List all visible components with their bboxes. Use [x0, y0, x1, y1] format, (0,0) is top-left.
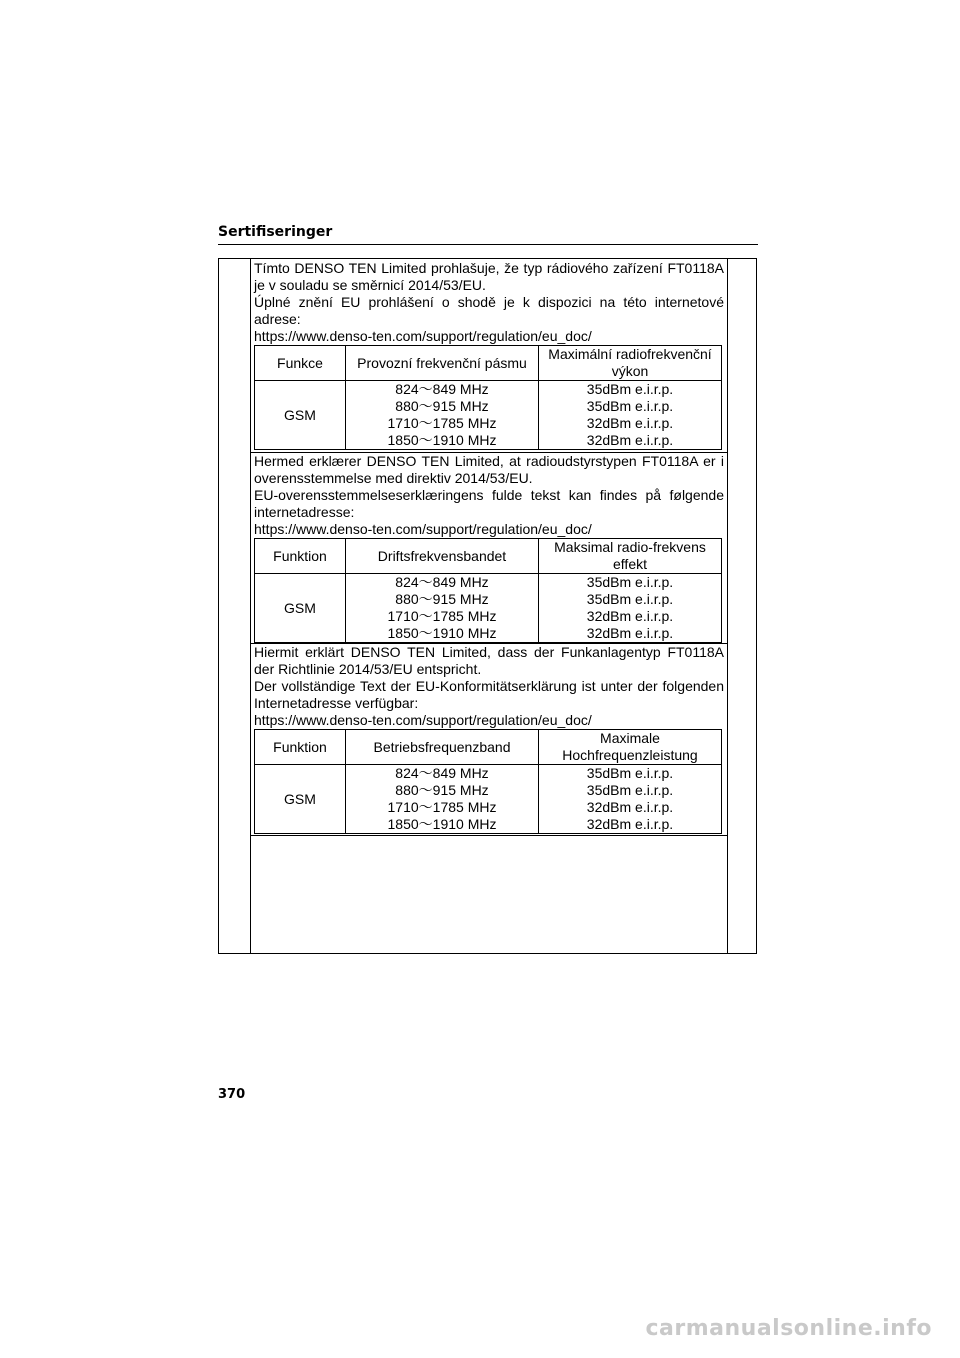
band-value: 1710〜1785 MHz: [387, 799, 497, 815]
table-header-cell: Maksimal radio-frekvens effekt: [539, 539, 722, 574]
band-cell: [346, 381, 539, 450]
table-row: [255, 765, 722, 834]
table-header-row: [255, 730, 722, 765]
declaration-url[interactable]: https://www.denso-ten.com/support/regulation/eu_doc/: [254, 521, 592, 537]
band-value: 824〜849 MHz: [395, 574, 489, 590]
function-cell: GSM: [255, 765, 346, 834]
band-value: 880〜915 MHz: [395, 591, 489, 607]
power-value: 32dBm e.i.r.p.: [586, 816, 674, 832]
declaration-url[interactable]: https://www.denso-ten.com/support/regulation/eu_doc/: [254, 328, 592, 344]
band-value: 824〜849 MHz: [395, 381, 489, 397]
band-value: 880〜915 MHz: [395, 398, 489, 414]
band-value: 1850〜1910 MHz: [387, 816, 497, 832]
watermark: carmanualsonline.info: [645, 1316, 932, 1341]
section-title: Sertifiseringer: [218, 224, 333, 240]
power-cell: [539, 765, 722, 834]
declaration-danish: [251, 452, 727, 643]
function-cell: GSM: [255, 381, 346, 450]
table-header-cell: Provozní frekvenční pásmu: [346, 346, 539, 381]
table-header-cell: Driftsfrekvensbandet: [346, 539, 539, 574]
power-value: 35dBm e.i.r.p.: [586, 765, 674, 781]
section-divider: [251, 835, 727, 836]
page-number: 370: [218, 1087, 246, 1102]
power-value: 35dBm e.i.r.p.: [586, 398, 674, 414]
declaration-german: [251, 643, 727, 834]
band-value: 1850〜1910 MHz: [387, 625, 497, 641]
declaration-line: EU-overensstemmelseserklæringens fulde tekst kan findes på følgende internetadresse:: [254, 487, 724, 520]
declaration-line: Hermed erklærer DENSO TEN Limited, at radioudstyrstypen FT0118A er i overensstemmelse med direktiv 2014/53/EU.: [254, 453, 724, 486]
band-cell: [346, 765, 539, 834]
band-value: 1710〜1785 MHz: [387, 608, 497, 624]
table-header-row: [255, 346, 722, 381]
power-value: 32dBm e.i.r.p.: [586, 432, 674, 448]
power-value: 32dBm e.i.r.p.: [586, 608, 674, 624]
power-value: 35dBm e.i.r.p.: [586, 574, 674, 590]
declaration-line: Hiermit erklärt DENSO TEN Limited, dass der Funkanlagentyp FT0118A der Richtlinie 2014/53/EU entspricht.: [254, 644, 724, 677]
table-header-cell: Funkce: [255, 346, 346, 381]
table-header-cell: Maximální radiofrekvenční výkon: [539, 346, 722, 381]
table-row: [255, 381, 722, 450]
declaration-line: Úplné znění EU prohlášení o shodě je k dispozici na této internetové adrese:: [254, 294, 724, 327]
declaration-czech: [251, 260, 727, 450]
table-row: [255, 574, 722, 643]
declaration-line: Der vollständige Text der EU-Konformitätserklärung ist unter der folgenden Internetadresse verfügbar:: [254, 678, 724, 711]
declaration-line: Tímto DENSO TEN Limited prohlašuje, že typ rádiového zařízení FT0118A je v souladu se směrnicí 2014/53/EU.: [254, 260, 724, 293]
band-value: 824〜849 MHz: [395, 765, 489, 781]
power-cell: [539, 381, 722, 450]
power-value: 32dBm e.i.r.p.: [586, 415, 674, 431]
band-cell: [346, 574, 539, 643]
band-value: 1710〜1785 MHz: [387, 415, 497, 431]
power-value: 35dBm e.i.r.p.: [586, 782, 674, 798]
frequency-table-czech: [254, 345, 722, 450]
power-value: 35dBm e.i.r.p.: [586, 381, 674, 397]
band-value: 1850〜1910 MHz: [387, 432, 497, 448]
frequency-table-danish: [254, 538, 722, 643]
power-value: 35dBm e.i.r.p.: [586, 591, 674, 607]
table-header-cell: Betriebsfrequenzband: [346, 730, 539, 765]
table-header-row: [255, 539, 722, 574]
band-value: 880〜915 MHz: [395, 782, 489, 798]
table-header-cell: Maximale Hochfrequenzleistung: [539, 730, 722, 765]
power-cell: [539, 574, 722, 643]
table-header-cell: Funktion: [255, 730, 346, 765]
frequency-table-german: [254, 729, 722, 834]
declaration-url[interactable]: https://www.denso-ten.com/support/regulation/eu_doc/: [254, 712, 592, 728]
power-value: 32dBm e.i.r.p.: [586, 799, 674, 815]
title-divider: [218, 244, 758, 245]
power-value: 32dBm e.i.r.p.: [586, 625, 674, 641]
function-cell: GSM: [255, 574, 346, 643]
table-header-cell: Funktion: [255, 539, 346, 574]
